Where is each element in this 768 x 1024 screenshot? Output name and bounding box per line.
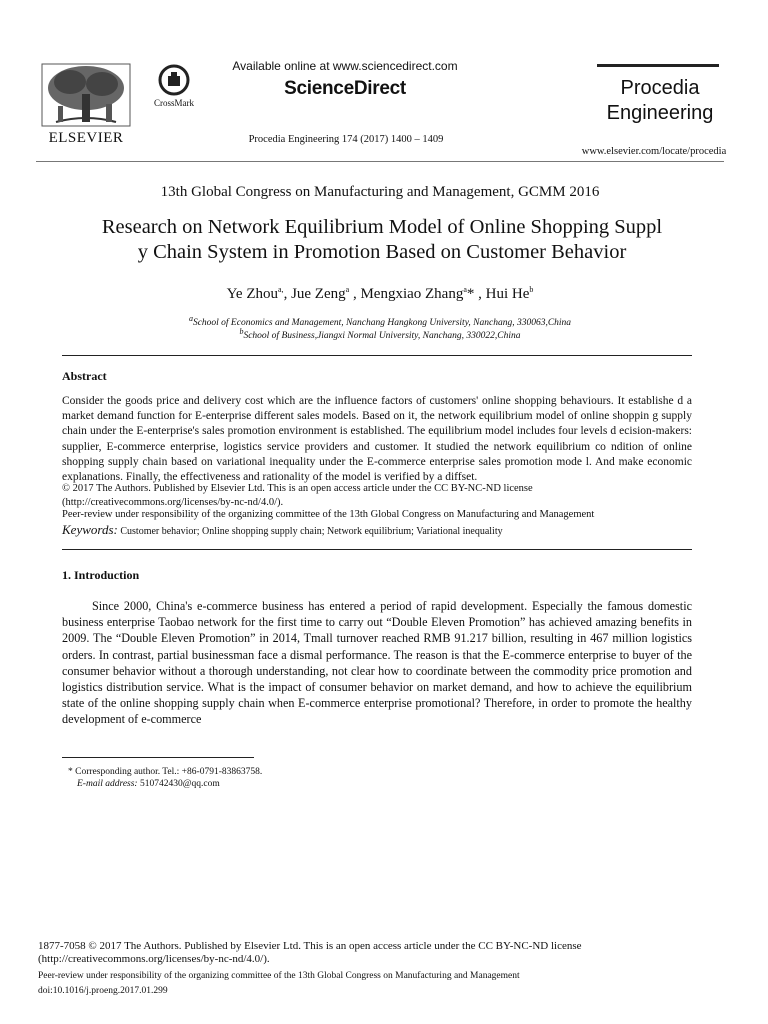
paper-title	[50, 215, 714, 265]
journal-url-link[interactable]: www.elsevier.com/locate/procedia	[581, 146, 727, 157]
corresponding-author-note: * Corresponding author. Tel.: +86-0791-83863758.	[68, 767, 263, 777]
affiliation-text: School of Economics and Management, Nanchang Hangkong University, Nanchang, 330063,China	[192, 318, 572, 328]
abstract-bottom-rule	[62, 549, 692, 550]
author-affiliation-mark: a	[463, 285, 467, 294]
author-affiliation-mark: a,	[278, 285, 284, 294]
email-label: E-mail address:	[77, 779, 138, 789]
journal-title-rule	[597, 64, 719, 67]
email-address[interactable]: 510742430@qq.com	[139, 779, 220, 789]
author-separator: ,	[283, 286, 292, 302]
author-list	[36, 286, 724, 303]
author-name: Hui He	[485, 286, 530, 302]
author-name: Ye Zhou	[226, 286, 278, 302]
license-line: 1877-7058 © 2017 The Authors. Published by Elsevier Ltd. This is an open access article under the CC BY-NC-ND license	[38, 940, 582, 952]
author-separator: ,	[349, 286, 361, 302]
copyright-notice: © 2017 The Authors. Published by Elsevier Ltd. This is an open access article under the CC BY-NC-ND license (http://creativecommons.org/licenses/by-nc-nd/4.0/).	[62, 483, 533, 508]
author-name: Jue Zeng	[291, 286, 346, 302]
abstract-heading: Abstract	[62, 369, 107, 383]
elsevier-logo	[36, 60, 136, 150]
abstract-text: Consider the goods price and delivery cost which are the influence factors of customers' online shopping behaviours. It establishe d a market demand function for E-enterprise different sales models. Based on it, the network equilibrium model of online shoppin g supply chain under the E-enterprise's sales promotion environment is established. The equilibrium model includes four levels d ecision-makers: supplier, E-commerce enterprise, logistics service providers and customer. It studied the network equilibrium co ndition of online shopping supply chain based on variational inequality under the E-commerce enterprise sales promotion mode l. And make economic explanations. Finally, the effectiveness and rationality of the model is verified by a diffset.	[62, 395, 692, 484]
keywords-line	[62, 522, 692, 538]
peer-review-footer: Peer-review under responsibility of the organizing committee of the 13th Global Congress on Manufacturing and Management	[38, 971, 520, 981]
affiliation-a	[36, 313, 724, 328]
doi-line[interactable]: doi:10.1016/j.proeng.2017.01.299	[38, 986, 168, 996]
abstract-top-rule	[62, 355, 692, 356]
section-heading-introduction: 1. Introduction	[62, 568, 140, 582]
author-affiliation-mark: a	[345, 285, 350, 294]
header-divider	[36, 161, 724, 162]
available-online-text: Available online at www.sciencedirect.com	[232, 59, 458, 73]
footnote-rule	[62, 757, 254, 758]
journal-title	[590, 76, 730, 126]
author-name: Mengxiao Zhang	[360, 286, 464, 302]
affiliation-mark: b	[239, 326, 244, 336]
journal-title-line2: Engineering	[606, 102, 714, 124]
crossmark-icon	[146, 62, 202, 100]
journal-title-line1: Procedia	[620, 77, 700, 99]
sciencedirect-wordmark[interactable]: ScienceDirect	[284, 78, 406, 99]
conference-name: 13th Global Congress on Manufacturing and Management, GCMM 2016	[160, 184, 600, 200]
publisher-wordmark: ELSEVIER	[48, 130, 124, 146]
keywords-label: Keywords:	[62, 522, 118, 537]
author-affiliation-mark: b	[529, 285, 534, 294]
crossmark-badge[interactable]	[146, 62, 202, 112]
peer-review-notice: Peer-review under responsibility of the organizing committee of the 13th Global Congress on Manufacturing and Management	[62, 509, 595, 520]
corresponding-author-mark: *	[466, 286, 475, 302]
paper-title-line1: Research on Network Equilibrium Model of Online Shopping Suppl	[101, 216, 663, 238]
affiliation-b	[36, 326, 724, 341]
paper-title-line2: y Chain System in Promotion Based on Customer Behavior	[137, 241, 627, 263]
affiliation-text: School of Business,Jiangxi Normal University, Nanchang, 330022,China	[243, 331, 521, 341]
author-separator: ,	[474, 286, 486, 302]
license-url[interactable]: (http://creativecommons.org/licenses/by-nc-nd/4.0/).	[38, 953, 270, 965]
keywords-text: Customer behavior; Online shopping supply chain; Network equilibrium; Variational inequality	[120, 526, 503, 537]
journal-citation: Procedia Engineering 174 (2017) 1400 – 1409	[248, 134, 444, 145]
crossmark-label: CrossMark	[154, 98, 194, 108]
introduction-paragraph: Since 2000, China's e-commerce business has entered a period of rapid development. Especially the famous domestic business enterprise Taobao network for the first time to carry out “Double Eleven Promotion” has achieved amazing benefits in 2009. The “Double Eleven Promotion” in 2014, Tmall turnover reached RMB 91.217 billion, resulting in 467 million logistics orders. In contrast, partial businessman face a dismal performance. The reason is that the E-commerce enterprise to buyer of the consumer behavior without a thorough understanding, not clear how to coordinate between the commodity price promotion and logistics distribution service. What is the impact of consumer behavior on market demand, and how to achieve the equilibrium state of the online shopping supply chain when E-commerce enterprise promotional? Therefore, in order to promote the healthy development of e-commerce	[62, 599, 692, 727]
email-note	[77, 779, 220, 789]
affiliation-mark: a	[188, 313, 193, 323]
